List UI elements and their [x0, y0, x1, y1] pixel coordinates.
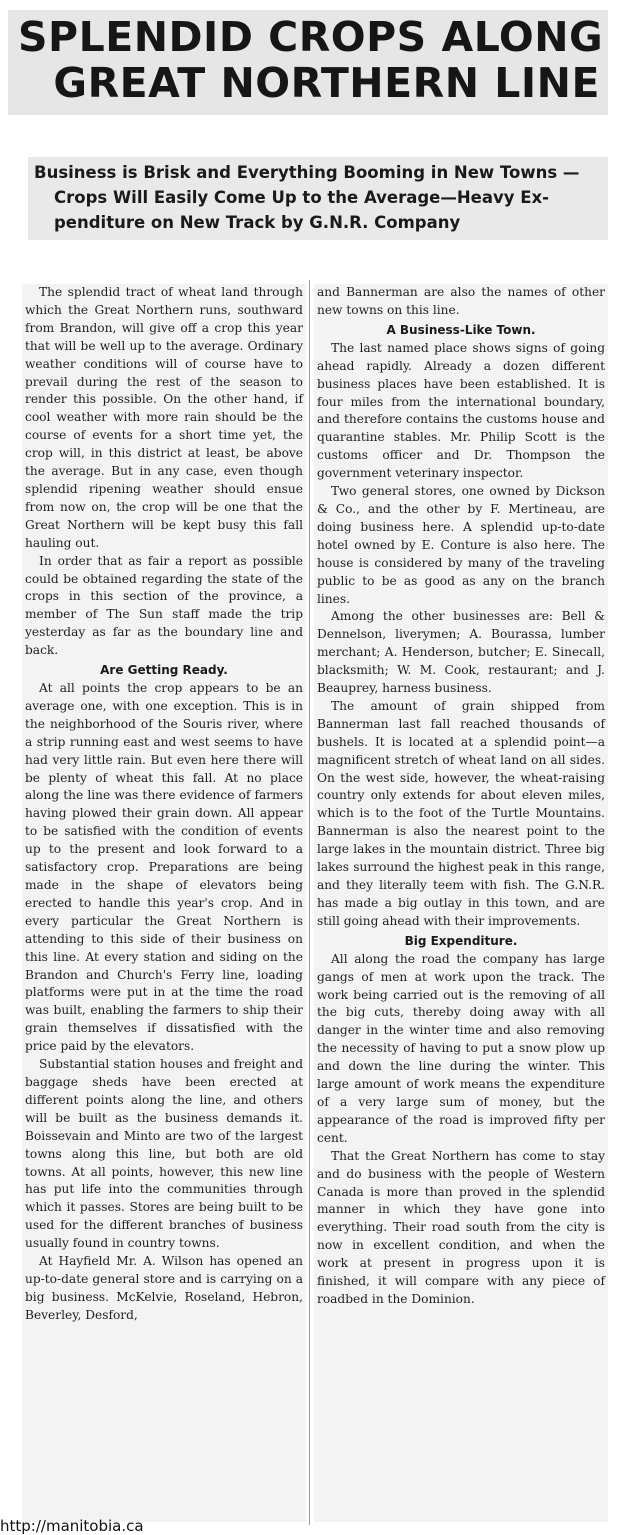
paragraph: Among the other businesses are: Bell & Dennelson, liverymen; A. Bourassa, lumber merchant; A. Henderson, butcher; E. Sinecall, blacksmith; W. M. Cook, restaurant; and J. Beauprey, harness business. — [317, 609, 605, 696]
paragraph: The amount of grain shipped from Bannerman last fall reached thousands of bushels. It is located at a splendid point—a magnificent stretch of wheat land on all sides. On the west side, however, the wheat-raising country only extends for about eleven miles, which is to the foot of the Turtle Mountains. Bannerman is also the nearest point to the large lakes in the mountain district. Three big lakes surround the highest peak in this range, and they literally teem with fish. The G.N.R. has made a big outlay in this town, and are still going ahead with their improvements. — [317, 698, 605, 928]
paragraph: and Bannerman are also the names of other new towns on this line. — [317, 285, 605, 317]
subheadline-block — [28, 157, 608, 240]
subheadline-line-3: penditure on New Track by G.N.R. Company — [54, 213, 461, 232]
paragraph: All along the road the company has large gangs of men at work upon the track. The work being carried out is the removing of all the big cuts, thereby doing away with all danger in the winter time and also removing the necessity of having to put a snow plow up and down the line during the winter. This large amount of work means the expenditure of a very large sum of money, but the appearance of the road is improved fifty per cent. — [317, 951, 605, 1145]
paragraph: At all points the crop appears to be an average one, with one exception. This is in the neighborhood of the Souris river, where a strip running east and west seems to have had very little rain. But even here there will be plenty of wheat this fall. At no place along the line was there evidence of farmers having plowed their grain down. All appear to be satisfied with the condition of events up to the present and look forward to a satisfactory crop. Preparations are being made in the shape of elevators being erected to handle this year's crop. And in every particular the Great Northern is attending to this side of their business on this line. At every station and siding on the Brandon and Church's Ferry line, loading platforms were put in at the time the road was built, enabling the farmers to ship their grain themselves if dissatisfied with the price paid by the elevators. — [25, 681, 303, 1054]
source-url: http://manitobia.ca — [0, 1517, 144, 1535]
section-subtitle: Are Getting Ready. — [100, 663, 228, 678]
paragraph: At Hayfield Mr. A. Wilson has opened an up-to-date general store and is carrying on a big business. McKelvie, Roseland, Hebron, Beverley, Desford, — [25, 1254, 303, 1322]
subheadline — [34, 160, 606, 235]
section-subtitle: Big Expenditure. — [404, 933, 518, 948]
paragraph: The splendid tract of wheat land through which the Great Northern runs, southward from Brandon, will give off a crop this year that will be well up to the average. Ordinary weather conditions will of course have to prevail during the rest of the season to render this possible. On the other hand, if cool weather with more rain should be the course of events for a short time yet, the crop will, in this district at least, be above the average. But in any case, even though splendid ripening weather should ensue from now on, the crop will be one that the Great Northern will be kept busy this fall hauling out. — [25, 285, 303, 550]
paragraph: In order that as fair a report as possible could be obtained regarding the state of the crops in this section of the province, a member of The Sun staff made the trip yesterday as far as the boundary line and back. — [25, 553, 303, 658]
paragraph: Substantial station houses and freight and baggage sheds have been erected at different points along the line, and others will be built as the business demands it. Boissevain and Minto are two of the largest towns along this line, but both are old towns. At all points, however, this new line has put life into the communities through which it passes. Stores are being built to be used for the different branches of business usually found in country towns. — [25, 1057, 303, 1251]
paragraph: The last named place shows signs of going ahead rapidly. Already a dozen different business places have been established. It is four miles from the international boundary, and therefore contains the customs house and quarantine stables. Mr. Philip Scott is the customs officer and Dr. Thompson the government veterinary inspector. — [317, 340, 605, 481]
article-right-column — [314, 284, 608, 1522]
article-left-column — [22, 284, 306, 1522]
headline-block — [8, 10, 608, 115]
headline — [14, 14, 606, 106]
subheadline-line-1: Business is Brisk and Everything Booming in New Towns — — [34, 163, 580, 182]
paragraph: That the Great Northern has come to stay and do business with the people of Western Canada is more than proved in the splendid manner in which they have gone into everything. Their road south from the city is now in excellent condition, and when the work at present in progress upon it is finished, it will compare with any piece of roadbed in the Dominion. — [317, 1148, 605, 1306]
headline-line-2: GREAT NORTHERN LINE — [53, 59, 600, 107]
subheadline-line-2: Crops Will Easily Come Up to the Average—Heavy Ex- — [54, 188, 550, 207]
paragraph: Two general stores, one owned by Dickson & Co., and the other by F. Mertineau, are doing business here. A splendid up-to-date hotel owned by E. Conture is also here. The house is considered by many of the traveling public to be as good as any on the branch lines. — [317, 484, 605, 606]
section-subtitle: A Business-Like Town. — [386, 322, 536, 337]
headline-line-1: SPLENDID CROPS ALONG — [18, 13, 604, 61]
column-divider — [309, 280, 310, 1525]
